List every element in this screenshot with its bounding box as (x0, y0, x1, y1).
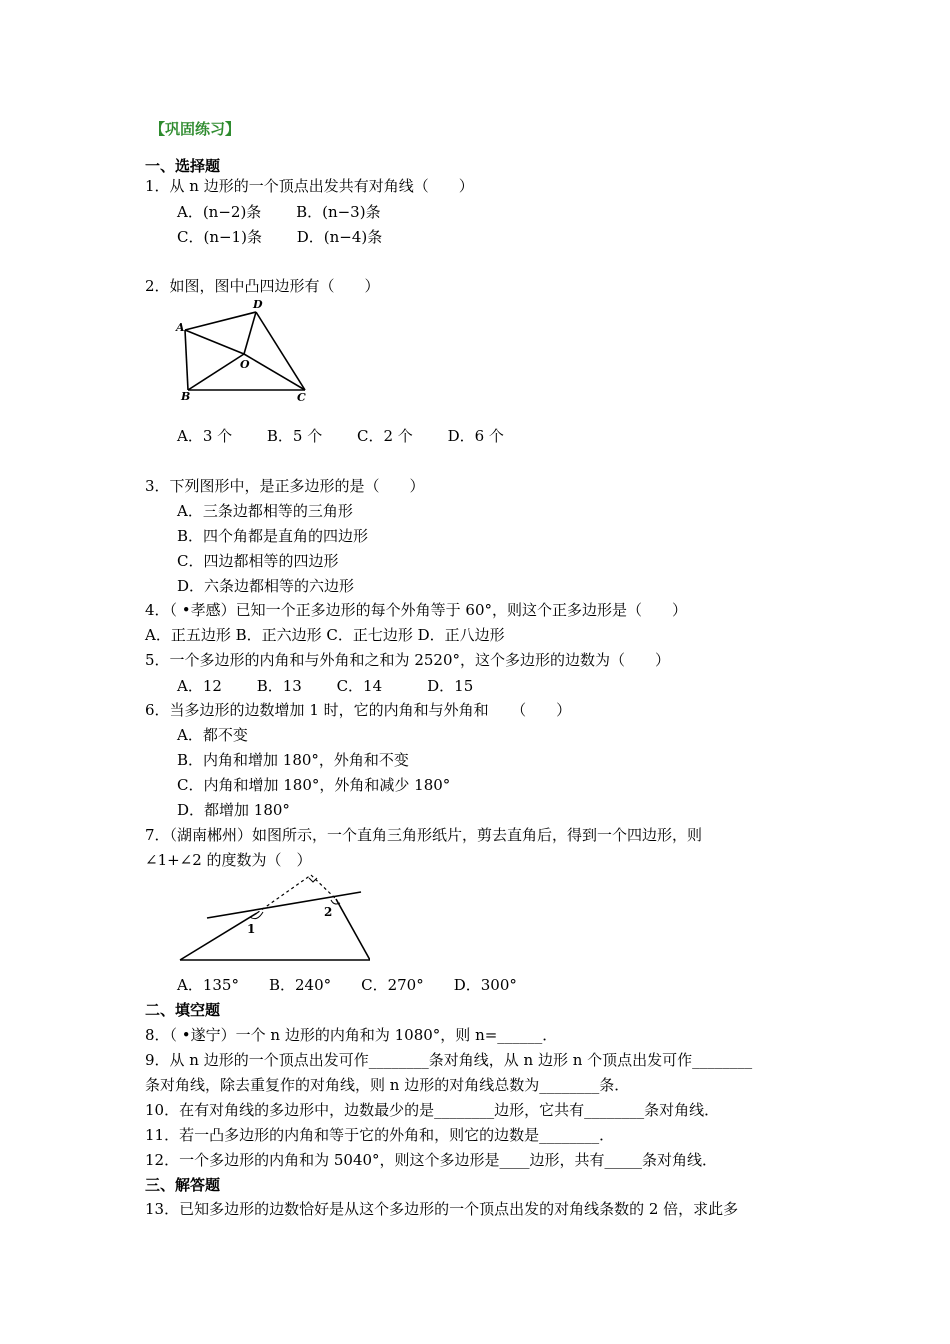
q13-stem: 13．已知多边形的边数恰好是从这个多边形的一个顶点出发的对角线条数的 2 倍，求此多 (145, 1200, 739, 1218)
q7-stem-line2: ∠1+∠2 的度数为（ ） (145, 851, 312, 869)
section-title-solve: 三、解答题 (145, 1176, 221, 1194)
section-title-fill: 二、填空题 (145, 1001, 221, 1019)
q4-stem: 4．（ •孝感）已知一个正多边形的每个外角等于 60°，则这个正多边形是（ ） (145, 601, 688, 619)
q1-options-row1: A．(n−2)条 B．(n−3)条 (177, 203, 381, 221)
q6-option-c: C．内角和增加 180°，外角和减少 180° (177, 776, 451, 794)
q9-stem-line2: 条对角线，除去重复作的对角线，则 n 边形的对角线总数为________条． (145, 1076, 630, 1094)
q6-option-b: B．内角和增加 180°，外角和不变 (177, 751, 409, 769)
q8-stem: 8．（ •遂宁）一个 n 边形的内角和为 1080°，则 n=______． (145, 1026, 558, 1044)
q3-option-c: C．四边都相等的四边形 (177, 552, 339, 570)
q10-stem: 10．在有对角线的多边形中，边数最少的是________边形，它共有________条对角线． (145, 1101, 720, 1119)
angle-1-label: 1 (247, 922, 256, 936)
q3-option-b: B．四个角都是直角的四边形 (177, 527, 369, 545)
vertex-label-a: A (176, 321, 185, 334)
q6-stem: 6．当多边形的边数增加 1 时，它的内角和与外角和 （ ） (145, 701, 572, 719)
q6-option-a: A．都不变 (177, 726, 248, 744)
q2-stem: 2．如图，图中凸四边形有（ ） (145, 277, 380, 295)
q4-options: A．正五边形 B．正六边形 C．正七边形 D．正八边形 (145, 626, 505, 644)
vertex-label-o: O (240, 358, 250, 371)
q3-option-d: D．六条边都相等的六边形 (177, 577, 355, 595)
q9-stem-line1: 9．从 n 边形的一个顶点出发可作________条对角线，从 n 边形 n 个顶点出发可作________ (145, 1051, 753, 1069)
q2-options: A．3 个 B．5 个 C．2 个 D．6 个 (177, 427, 504, 445)
section-title-choice: 一、选择题 (145, 157, 221, 175)
q3-stem: 3．下列图形中，是正多边形的是（ ） (145, 477, 425, 495)
vertex-label-d: D (253, 298, 263, 311)
q6-option-d: D．都增加 180° (177, 801, 290, 819)
q7-options: A．135° B．240° C．270° D．300° (177, 976, 517, 994)
q11-stem: 11．若一凸多边形的内角和等于它的外角和，则它的边数是________． (145, 1126, 615, 1144)
vertex-label-c: C (297, 391, 306, 404)
q5-stem: 5．一个多边形的内角和与外角和之和为 2520°，这个多边形的边数为（ ） (145, 651, 670, 669)
q2-quadrilateral-figure (168, 294, 328, 406)
q5-options: A．12 B．13 C．14 D．15 (177, 677, 474, 695)
q1-options-row2: C．(n−1)条 D．(n−4)条 (177, 228, 383, 246)
q7-triangle-figure (170, 870, 370, 965)
q7-stem-line1: 7．（湖南郴州）如图所示，一个直角三角形纸片，剪去直角后，得到一个四边形，则 (145, 826, 703, 844)
angle-2-label: 2 (324, 905, 333, 919)
section-heading: 【巩固练习】 (150, 120, 241, 138)
q3-option-a: A．三条边都相等的三角形 (177, 502, 353, 520)
q12-stem: 12．一个多边形的内角和为 5040°，则这个多边形是____边形，共有_____条对角线． (145, 1151, 718, 1169)
vertex-label-b: B (181, 390, 191, 403)
q1-stem: 1．从 n 边形的一个顶点出发共有对角线（ ） (145, 177, 474, 195)
